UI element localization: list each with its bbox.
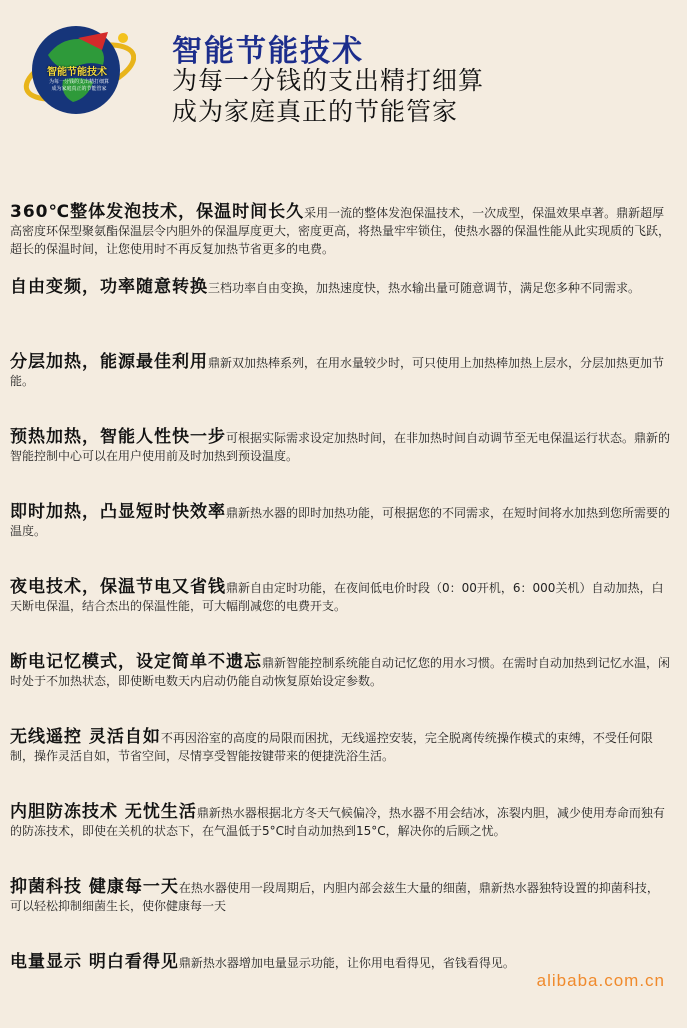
logo-subtitle bbox=[42, 79, 116, 93]
feature-item bbox=[10, 503, 670, 578]
feature-title: 夜电技术，保温节电又省钱 bbox=[10, 577, 226, 597]
feature-description: 在热水器使用一段周期后，内胆内部会兹生大量的细菌，鼎新热水器独特设置的抑菌科技，可以轻松抑制细菌生长，使你健康每一天 bbox=[10, 881, 659, 913]
energy-saving-logo bbox=[18, 20, 136, 120]
feature-item bbox=[10, 428, 670, 503]
feature-title: 断电记忆模式，设定简单不遗忘 bbox=[10, 652, 262, 672]
slogan-line1: 为每一分钱的支出精打细算 bbox=[172, 66, 485, 95]
logo-subtitle-line2: 成为家庭真正的节能管家 bbox=[51, 86, 107, 92]
logo-title: 智能节能技术 bbox=[47, 67, 107, 78]
feature-list bbox=[10, 203, 670, 1028]
feature-description: 鼎新智能控制系统能自动记忆您的用水习惯。在需时自动加热到记忆水温，闲时处于不加热状态，即使断电数天内启动仍能自动恢复原始设定参数。 bbox=[10, 656, 671, 688]
header bbox=[0, 0, 687, 150]
feature-description: 可根据实际需求设定加热时间，在非加热时间自动调节至无电保温运行状态。鼎新的智能控制中心可以在用户使用前及时加热到预设温度。 bbox=[10, 431, 671, 463]
feature-title: 抑菌科技 健康每一天 bbox=[10, 877, 179, 897]
feature-description: 鼎新热水器增加电量显示功能，让你用电看得见，省钱看得见。 bbox=[178, 956, 515, 970]
feature-description: 鼎新双加热棒系列，在用水量较少时，可只使用上加热棒加热上层水，分层加热更加节能。 bbox=[10, 356, 665, 388]
feature-item bbox=[10, 878, 670, 953]
feature-title: 电量显示 明白看得见 bbox=[10, 952, 179, 972]
feature-item bbox=[10, 653, 670, 728]
feature-description: 不再因浴室的高度的局限而困扰，无线遥控安装，完全脱离传统操作模式的束缚，不受任何限制，操作灵活自如，节省空间，尽情享受智能按键带来的便捷洗浴生活。 bbox=[10, 731, 653, 763]
feature-title: 无线遥控 灵活自如 bbox=[10, 727, 161, 747]
feature-title: 预热加热，智能人性快一步 bbox=[10, 427, 226, 447]
headline: 智能节能技术 bbox=[172, 34, 364, 69]
feature-title: 自由变频，功率随意转换 bbox=[10, 277, 208, 297]
feature-item bbox=[10, 353, 670, 428]
feature-description: 鼎新热水器根据北方冬天气候偏冷，热水器不用会结冰，冻裂内胆，减少使用寿命而独有的防冻技术，即使在关机的状态下，在气温低于5°C时自动加热到15°C，解决你的后顾之忧。 bbox=[10, 806, 665, 838]
watermark: alibaba.com.cn bbox=[536, 971, 665, 990]
feature-description: 鼎新自由定时功能，在夜间低电价时段（0：00开机，6：000关机）自动加热，白天断电保温，结合杰出的保温性能，可大幅削减您的电费开支。 bbox=[10, 581, 664, 613]
feature-description: 三档功率自由变换，加热速度快，热水输出量可随意调节，满足您多种不同需求。 bbox=[208, 281, 641, 295]
feature-item bbox=[10, 203, 670, 278]
feature-item bbox=[10, 578, 670, 653]
feature-item bbox=[10, 278, 670, 353]
feature-item bbox=[10, 803, 670, 878]
feature-title: 内胆防冻技术 无忧生活 bbox=[10, 802, 197, 822]
feature-description: 采用一流的整体发泡保温技术，一次成型，保温效果卓著。鼎新超厚高密度环保型聚氨酯保温层令内胆外的保温厚度更大，密度更高，将热量牢牢锁住，使热水器的保温性能从此实现质的飞跃，超长的保温时间，让您使用时不再反复加热节省更多的电费。 bbox=[10, 206, 671, 256]
feature-item bbox=[10, 728, 670, 803]
feature-title: 分层加热，能源最佳利用 bbox=[10, 352, 208, 372]
logo-subtitle-line1: 为每一分钱的支出精打细算 bbox=[48, 79, 109, 85]
feature-title: 即时加热，凸显短时快效率 bbox=[10, 502, 226, 522]
feature-title: 360℃整体发泡技术，保温时间长久 bbox=[10, 202, 305, 222]
feature-description: 鼎新热水器的即时加热功能，可根据您的不同需求，在短时间将水加热到您所需要的温度。 bbox=[10, 506, 671, 538]
slogan-line2: 成为家庭真正的节能管家 bbox=[172, 97, 459, 126]
